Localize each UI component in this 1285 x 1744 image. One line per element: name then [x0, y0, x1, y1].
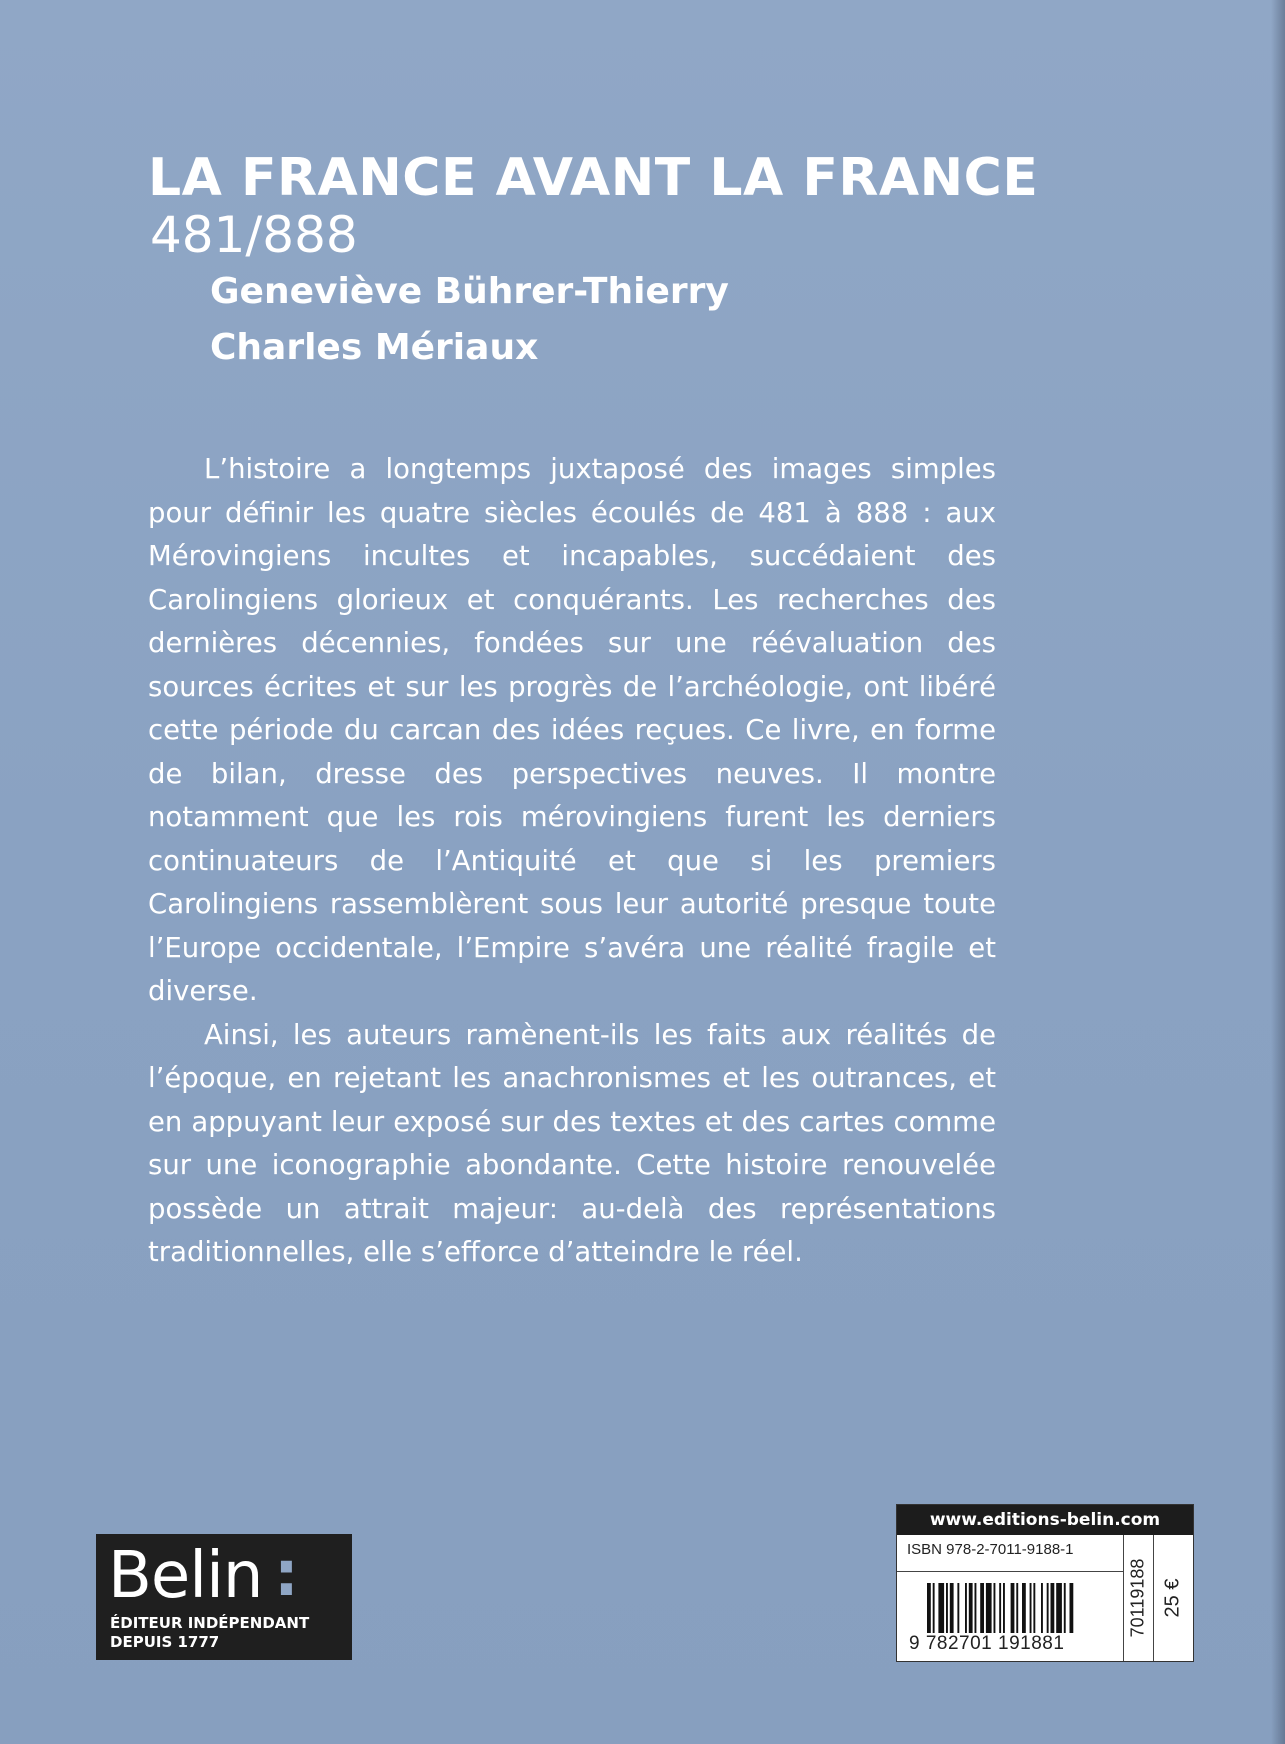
publisher-tagline-2: DEPUIS 1777 — [110, 1633, 220, 1651]
blurb — [148, 448, 996, 1275]
barcode-bar — [1047, 1583, 1049, 1633]
price — [1153, 1535, 1193, 1661]
barcode-bar — [1016, 1583, 1018, 1633]
barcode-bar — [1064, 1583, 1066, 1633]
barcode-bar — [975, 1583, 977, 1633]
publisher-tagline-1: ÉDITEUR INDÉPENDANT — [110, 1614, 310, 1632]
spine-shadow — [1271, 0, 1285, 1744]
barcode-bar — [957, 1583, 959, 1633]
barcode-bar — [1051, 1583, 1055, 1633]
barcode-bar — [980, 1583, 984, 1633]
internal-code — [1123, 1535, 1153, 1661]
barcode-bar — [986, 1583, 992, 1633]
barcode-bar — [938, 1583, 944, 1633]
internal-code-text: 70119188 — [1127, 1558, 1148, 1638]
author-1: Geneviève Bührer-Thierry — [210, 271, 729, 312]
book-title: LA FRANCE AVANT LA FRANCE — [148, 148, 1039, 208]
barcode-bar — [969, 1583, 973, 1633]
book-dates: 481/888 — [150, 206, 358, 264]
barcode-label — [896, 1504, 1194, 1662]
barcode-bar — [933, 1583, 935, 1633]
publisher-logo-colon: : — [274, 1537, 299, 1610]
barcode-bar — [1003, 1583, 1005, 1633]
barcode-bar — [927, 1583, 931, 1633]
barcode-bar — [1022, 1583, 1026, 1633]
isbn-number: ISBN 978-2-7011-9188-1 — [907, 1541, 1074, 1558]
barcode-bar — [1056, 1583, 1062, 1633]
blurb-paragraph-2: Ainsi, les auteurs ramènent-ils les faits aux réalités de l’époque, en rejetant les anachronismes et les outrances, et en appuyant leur exposé sur des textes et des cartes comme sur une iconographie abondante. Cette histoire renouvelée possède un attrait majeur: au-delà des représentations traditionnelles, elle s’efforce d’atteindre le réel. — [148, 1018, 996, 1268]
barcode-bar — [965, 1583, 967, 1633]
publisher-logo — [96, 1534, 352, 1660]
blurb-paragraph-1: L’histoire a longtemps juxtaposé des images simples pour définir les quatre siècles écoulés de 481 à 888 : aux Mérovingiens incultes et incapables, succédaient des Carolingiens glorieux et conquérants. Les recherches des dernières décennies, fondées sur une réévaluation des sources écrites et sur les progrès de l’archéologie, ont libéré cette période du carcan des idées reçues. Ce livre, en forme de bilan, dresse des perspectives neuves. Il montre notamment que les rois mérovingiens furent les derniers continuateurs de l’Antiquité et que si les premiers Carolingiens rassemblèrent sous leur autorité presque toute l’Europe occidentale, l’Empire s’avéra une réalité fragile et diverse. — [148, 453, 996, 1007]
barcode-graphic — [927, 1583, 1121, 1633]
publisher-name: Belin — [108, 1539, 263, 1613]
barcode-bar — [946, 1583, 948, 1633]
barcode-bar — [1041, 1583, 1043, 1633]
barcode-bar — [1011, 1583, 1015, 1633]
barcode-bar — [994, 1583, 996, 1633]
ean-digits: 9 782701 191881 — [909, 1633, 1065, 1654]
barcode-bar — [1030, 1583, 1032, 1633]
barcode-bar — [1070, 1583, 1074, 1633]
publisher-website: www.editions-belin.com — [897, 1505, 1193, 1535]
divider — [897, 1571, 1123, 1572]
barcode-bar — [999, 1583, 1001, 1633]
author-2: Charles Mériaux — [210, 327, 539, 368]
barcode-bar — [1033, 1583, 1035, 1633]
price-text: 25 € — [1161, 1578, 1184, 1618]
barcode-bar — [950, 1583, 954, 1633]
